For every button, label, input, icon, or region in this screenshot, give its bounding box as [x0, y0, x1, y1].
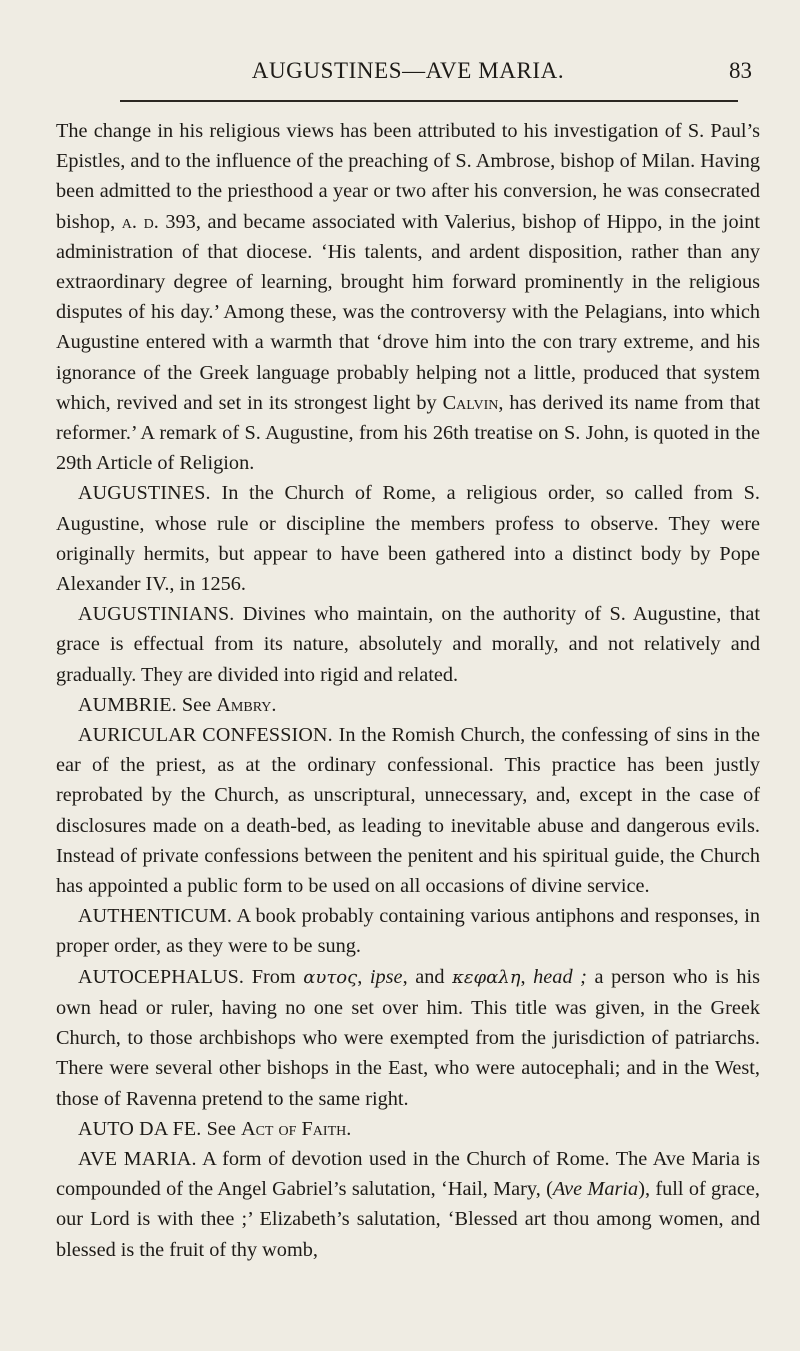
entry-augustinians: [56, 599, 760, 690]
running-title: AUGUSTINES—AVE MARIA.: [251, 58, 565, 83]
headword: AVE MARIA.: [78, 1147, 197, 1170]
text-run: , has derived its name from that reformer.’ A remark of S. Augustine, from his 26th treatise on S. John, is quoted in the 29th Article of Religion.: [56, 391, 760, 475]
entry-text: A book probably containing various antiphons and responses, in proper order, as they were to be sung.: [56, 905, 760, 958]
entry-text: ), full of grace, our Lord is with thee ;’ Elizabeth’s salutation, ‘Blessed art thou among women, and blessed is the fruit of thy womb,: [56, 1178, 760, 1261]
greek-word: κεφαλη: [452, 966, 521, 988]
entry-autocephalus: [56, 962, 760, 1114]
cross-reference: Ambry.: [216, 693, 277, 716]
body-text: [56, 116, 760, 1265]
headword: AURICULAR CONFESSION.: [78, 724, 333, 747]
entry-text: A form of devotion used in the Church of Rome. The Ave Maria is compounded of the Angel Gabriel’s salutation, ‘Hail, Mary, (: [56, 1147, 760, 1201]
entry-augustines: [56, 478, 760, 599]
continued-paragraph: [56, 116, 760, 478]
cross-reference: Act of Faith.: [240, 1117, 352, 1140]
cross-reference: Calvin: [442, 391, 499, 414]
entry-text: ,: [520, 965, 534, 988]
entry-text: a person who is his own head or ruler, having no one set over him. This title was given, in the Greek Church, to those archbishops who were exempted from the jurisdiction of patriarchs. There were several other bishops in the East, who were autocephali; and in the West, those of Ravenna pretend to the same right.: [56, 965, 761, 1110]
latin-word: ipse: [369, 965, 403, 988]
greek-word: αυτος: [303, 966, 358, 988]
headword: AUTHENTICUM.: [78, 905, 233, 928]
headword: AUMBRIE.: [78, 693, 177, 716]
headword: AUGUSTINES.: [78, 482, 211, 505]
entry-text: Divines who maintain, on the authority of S. Augustine, that grace is effectual from its nature, absolutely and morally, and not relatively and gradually. They are divided into rigid and related.: [56, 603, 760, 686]
latin-word: Ave Maria: [552, 1178, 639, 1201]
book-page: [56, 50, 760, 1265]
running-head: [56, 50, 760, 90]
headword: AUTO DA FE.: [78, 1117, 202, 1140]
header-rule: [120, 100, 738, 102]
entry-auto-da-fe: [56, 1114, 760, 1144]
text-run: 393, and became associated with Valerius, bishop of Hippo, in the joint administration of that diocese. ‘His talents, and ardent disposition, rather than any extraordinary degree of learning, brought him forward prominently in the religious disputes of his day.’ Among these, was the controversy with the Pelagians, into which Augustine entered with a warmth that ‘drove him into the con trary extreme, and his ignorance of the Greek language probably helping not a little, produced that system which, revived and set in its strongest light by: [56, 210, 760, 414]
text-run: a. d.: [121, 210, 159, 233]
headword: AUGUSTINIANS.: [78, 603, 235, 626]
entry-authenticum: [56, 901, 760, 961]
entry-ave-maria: [56, 1144, 760, 1265]
entry-auricular-confession: [56, 720, 760, 901]
entry-text: In the Romish Church, the confessing of sins in the ear of the priest, as at the ordinary confessional. This practice has been justly reprobated by the Church, as unscriptural, unnecessary, and, except in the case of disclosures made on a death-bed, as leading to inevitable abuse and dangerous evils. Instead of private confessions between the penitent and his spiritual guide, the Church has appointed a public form to be used on all occasions of divine service.: [56, 724, 760, 898]
page-number: 83: [729, 58, 752, 83]
entry-text: From: [244, 965, 304, 988]
entry-aumbrie: [56, 690, 760, 720]
entry-text: See: [176, 693, 217, 716]
entry-text: ,: [357, 965, 370, 988]
entry-text: , and: [402, 965, 453, 988]
gloss: head ;: [533, 965, 587, 988]
entry-text: See: [201, 1117, 241, 1140]
text-run: The change in his religious views has been attributed to his investigation of S. Paul’s Epistles, and to the influence of the preaching of S. Ambrose, bishop of Milan. Having been admitted to the priesthood a year or two after his conversion, he was consecrated bishop,: [56, 120, 760, 233]
headword: AUTOCEPHALUS.: [78, 965, 245, 988]
entry-text: In the Church of Rome, a religious order, so called from S. Augustine, whose rule or discipline the members profess to observe. They were originally hermits, but appear to have been gathered into a distinct body by Pope Alexander IV., in 1256.: [56, 482, 760, 596]
